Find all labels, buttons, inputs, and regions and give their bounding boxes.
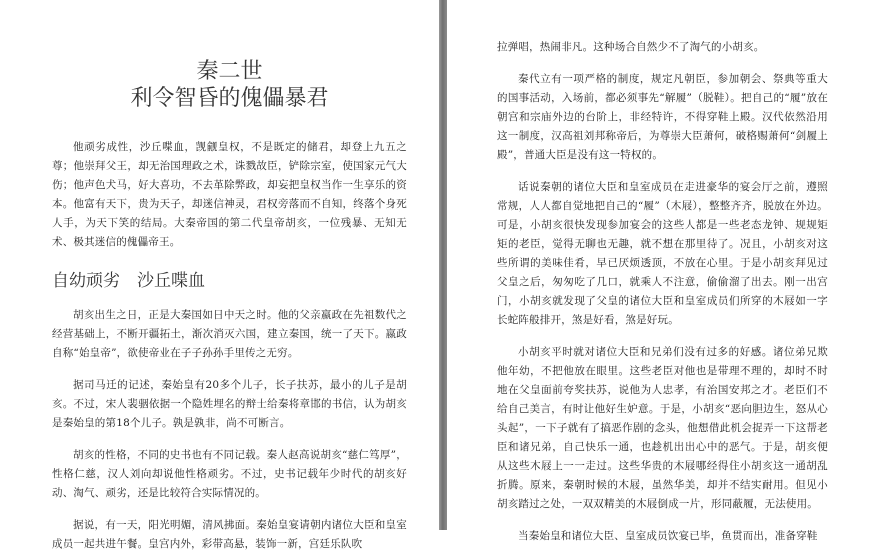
body-paragraph: 话说秦朝的诸位大臣和皇室成员在走进豪华的宴会厅之前，遵照常规，人人都自觉地把自己的“履”（木屐），整整齐齐，脱放在外边。可是，小胡亥很快发现参加宴会的这些人都是一些老态龙钟、规规矩矩的老臣，觉得无聊也无趣，就不想在那里待了。况且，小胡亥对这些所谓的美味佳肴，早已厌烦透顶，不放在心里。于是小胡亥拜见过父皇之后，匆匆吃了几口，就乘人不注意，偷偷溜了出去。刚一出宫门，小胡亥就发现了父皇的诸位大臣和皇室成员们所穿的木屐如一字长蛇阵般排开，煞是好看，煞是好玩。 [497,181,828,326]
body-paragraph: 据司马迁的记述，秦始皇有20多个儿子，长子扶苏，最小的儿子是胡亥。不过，宋人裴骃依据一个隐姓埋名的辩士给秦将章邯的书信，认为胡亥是秦始皇的第18个儿子。孰是孰非，尚不可断言。 [52,379,407,429]
page-gutter [439,0,447,530]
body-paragraph: 胡亥出生之日，正是大秦国如日中天之时。他的父亲嬴政在先祖数代之经营基础上，不断开疆拓土，渐次消灭六国，建立秦国，统一了天下。嬴政自称“始皇帝”，欲使帝业在子子孙孙手里传之无穷。 [52,309,407,359]
body-paragraph: 秦代立有一项严格的制度，规定凡朝臣，参加朝会、祭典等重大的国事活动，入场前，都必须事先“解履”（脱鞋）。把自己的“履”放在朝宫和宗庙外边的台阶上，非经特许，不得穿鞋上殿。汉代依然沿用这一制度，汉高祖刘邦称帝后，为尊崇大臣萧何，破格赐萧何“剑履上殿”，普通大臣是没有这一特权的。 [497,73,828,161]
continued-paragraph: 拉弹唱，热闹非凡。这种场合自然少不了淘气的小胡亥。 [497,41,765,53]
chapter-title-line2: 利令智昏的傀儡暴君 [130,86,329,111]
body-paragraph: 小胡亥平时就对诸位大臣和兄弟们没有过多的好感。诸位弟兄欺他年幼，不把他放在眼里。这些老臣对他也是带理不理的，却时不时地在父皇面前夸奖扶苏，说他为人忠孝，有治国安邦之才。老臣们不给自己美言，有时让他好生妒意。于是，小胡亥“恶向胆边生，怒从心头起”，一下子就有了搞恶作剧的念头，他想借此机会捉弄一下这帮老臣和诸兄弟，自己快乐一通，也趁机出出心中的恶气。于是，胡亥便从这些木屐上一一走过。这些华贵的木屐哪经得住小胡亥这一通胡乱折腾。原来，秦朝时候的木屐，虽然华美，却并不结实耐用。但见小胡亥踏过之处，一双双精美的木屐倒成一片，形同蔽履，无法使用。 [497,346,828,510]
section-heading: 自幼顽劣 沙丘喋血 [52,271,205,291]
chapter-title [52,58,407,112]
right-page [447,0,886,542]
left-page [0,0,439,550]
intro-paragraph: 他顽劣成性，沙丘喋血，觊觎皇权，不是既定的储君，却登上九五之尊；他崇拜父王，却无治国理政之术，诛戮故臣，铲除宗室，使国家元气大伤；他声色犬马，好大喜功，不去革除弊政，却妄把皇权当作一生享乐的资本。他富有天下，贵为天子，却迷信神灵，君权旁落而不自知，终落个身死人手，为天下笑的结局。大秦帝国的第二代皇帝胡亥，一位残暴、无知无术、极其迷信的傀儡帝王。 [52,141,407,248]
chapter-title-line1: 秦二世 [196,59,263,84]
body-paragraph: 当秦始皇和诸位大臣、皇室成员饮宴已毕，鱼贯而出，准备穿鞋 [518,530,818,542]
body-paragraph: 胡亥的性格，不同的史书也有不同记载。秦人赵高说胡亥“慈仁笃厚”，性格仁慈，汉人刘向却说他性格顽劣。不过，史书记载年少时代的胡亥好动、淘气、顽劣，还是比较符合实际情况的。 [52,449,407,499]
body-paragraph: 据说，有一天，阳光明媚，清风拂面。秦始皇宴请朝内诸位大臣和皇室成员一起共进午餐。皇宫内外，彩带高悬，装饰一新，宫廷乐队吹 [52,519,407,550]
